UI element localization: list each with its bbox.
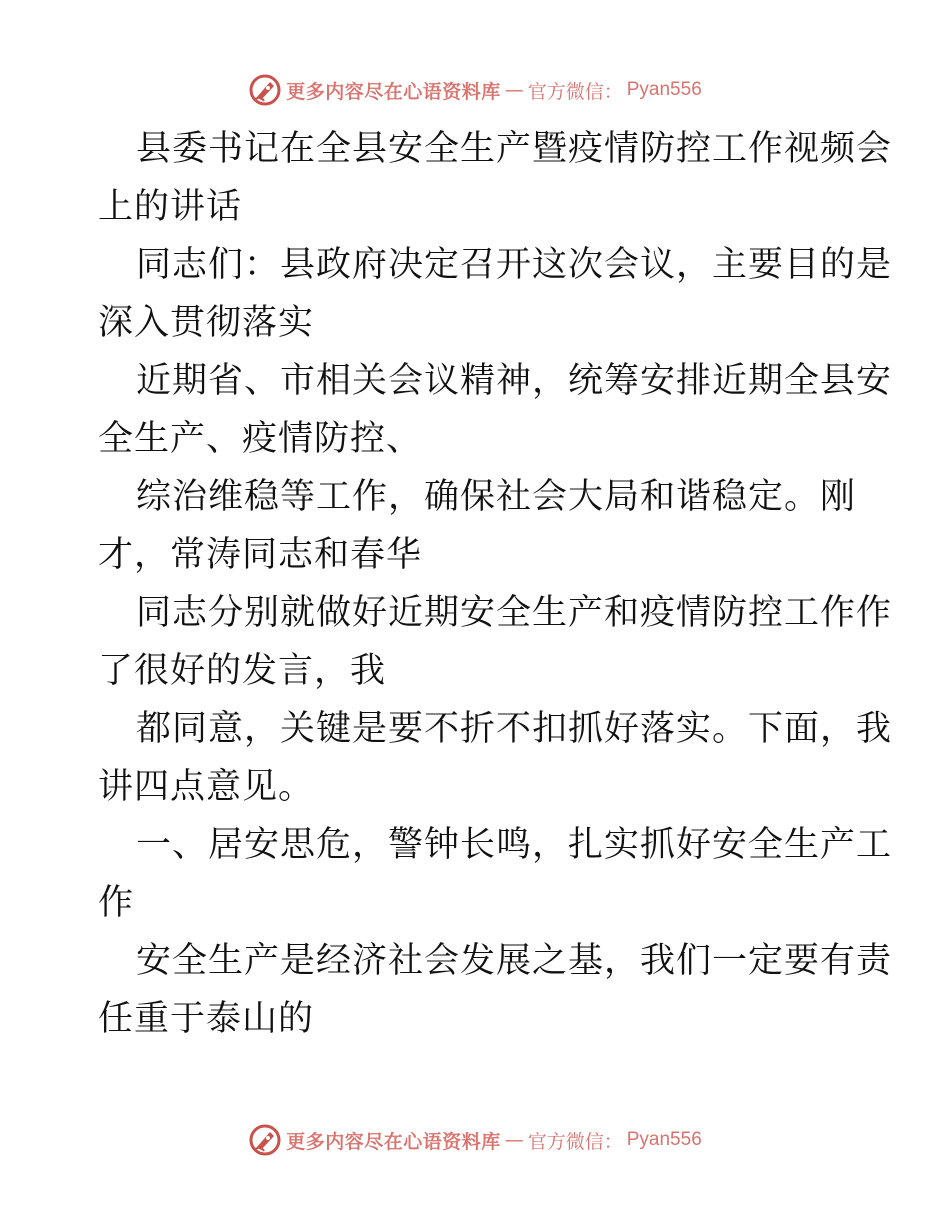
text-line: 深入贯彻落实 xyxy=(98,303,315,343)
text-line: 安全生产是经济社会发展之基，我们一定要有责 xyxy=(136,941,893,981)
document-body xyxy=(98,120,893,1048)
watermark-text: 更多内容尽在心语资料库 xyxy=(286,80,501,103)
text-line: 同志分别就做好近期安全生产和疫情防控工作作 xyxy=(136,593,893,633)
text-line: 任重于泰山的 xyxy=(98,999,315,1039)
text-line: 近期省、市相关会议精神，统筹安排近期全县安 xyxy=(136,361,893,401)
watermark-wechat-id: Pyan556 xyxy=(626,1129,702,1150)
text-line: 上的讲话 xyxy=(98,187,243,227)
text-line: 全生产、疫情防控、 xyxy=(98,419,423,459)
header-watermark xyxy=(0,70,950,110)
text-line: 都同意，关键是要不折不扣抓好落实。下面，我 xyxy=(136,709,893,749)
text-line: 县委书记在全县安全生产暨疫情防控工作视频会 xyxy=(136,129,893,169)
watermark-text: 更多内容尽在心语资料库 xyxy=(286,1130,501,1153)
text-line: 综治维稳等工作，确保社会大局和谐稳定。刚 xyxy=(136,477,857,517)
text-line: 作 xyxy=(98,883,135,923)
text-line: 了很好的发言，我 xyxy=(98,651,387,691)
text-line: 讲四点意见。 xyxy=(98,767,315,807)
text-line: 才，常涛同志和春华 xyxy=(98,535,423,575)
watermark-separator: — xyxy=(504,79,524,101)
pen-nib-circle-icon xyxy=(248,1123,282,1157)
text-line: 同志们：县政府决定召开这次会议，主要目的是 xyxy=(136,245,893,285)
watermark-wechat-label: 官方微信： xyxy=(527,1130,623,1153)
watermark-wechat-label: 官方微信： xyxy=(527,80,623,103)
watermark-wechat-id: Pyan556 xyxy=(626,79,702,100)
pen-nib-circle-icon xyxy=(248,73,282,107)
text-line: 一、居安思危，警钟长鸣，扎实抓好安全生产工 xyxy=(136,825,893,865)
watermark-separator: — xyxy=(504,1129,524,1151)
footer-watermark xyxy=(0,1120,950,1160)
